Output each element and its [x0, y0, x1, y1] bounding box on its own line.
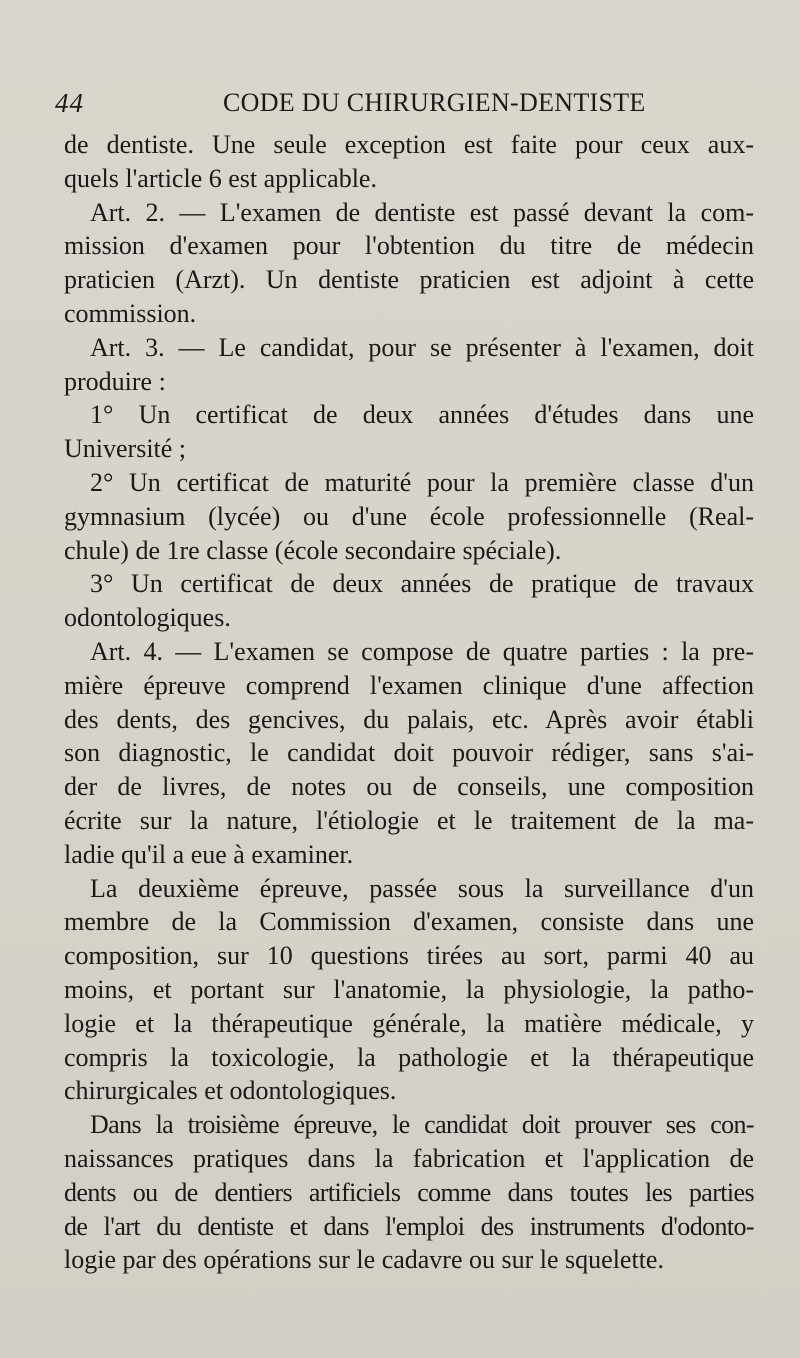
text-line: moins, et portant sur l'anatomie, la physiologie, la patho- [64, 974, 754, 1004]
text-line: gymnasium (lycée) ou d'une école professionnelle (Real- [64, 501, 754, 531]
text-line: naissances pratiques dans la fabrication et l'application de [64, 1143, 754, 1173]
text-line: quels l'article 6 est applicable. [64, 163, 377, 193]
text-line: membre de la Commission d'examen, consiste dans une [64, 907, 754, 937]
text-line: composition, sur 10 questions tirées au sort, parmi 40 au [64, 941, 754, 971]
text-line: chirurgicales et odontologiques. [64, 1076, 397, 1106]
page-number: 44 [55, 88, 84, 118]
text-line: mission d'examen pour l'obtention du titre de médecin [64, 231, 754, 261]
text-line: son diagnostic, le candidat doit pouvoir rédiger, sans s'ai- [64, 738, 754, 768]
text-line: praticien (Arzt). Un dentiste praticien est adjoint à cette [64, 265, 754, 295]
text-line: de l'art du dentiste et dans l'emploi des instruments d'odonto- [64, 1211, 754, 1241]
text-line: dents ou de dentiers artificiels comme dans toutes les parties [64, 1177, 754, 1207]
body-text [64, 128, 754, 1277]
text-line: 2° Un certificat de maturité pour la première classe d'un [90, 467, 754, 497]
text-line: odontologiques. [64, 603, 231, 633]
text-line: Dans la troisième épreuve, le candidat doit prouver ses con- [90, 1110, 754, 1140]
text-line: chule) de 1re classe (école secondaire spéciale). [64, 535, 562, 565]
text-line: Université ; [64, 434, 187, 464]
text-line: Art. 3. — Le candidat, pour se présenter à l'examen, doit [90, 332, 754, 362]
text-line: Art. 4. — L'examen se compose de quatre parties : la pre- [90, 636, 754, 666]
text-line: logie par des opérations sur le cadavre ou sur le squelette. [64, 1245, 664, 1275]
text-line: 1° Un certificat de deux années d'études dans une [90, 400, 754, 430]
text-line: compris la toxicologie, la pathologie et la thérapeutique [64, 1042, 754, 1072]
page-header [55, 88, 755, 124]
text-line: commission. [64, 298, 197, 328]
text-line: 3° Un certificat de deux années de pratique de travaux [90, 569, 754, 599]
text-line: de dentiste. Une seule exception est faite pour ceux aux- [64, 130, 754, 159]
text-line: produire : [64, 366, 166, 396]
text-line: La deuxième épreuve, passée sous la surveillance d'un [90, 873, 754, 903]
text-line: logie et la thérapeutique générale, la matière médicale, y [64, 1008, 754, 1038]
text-line: der de livres, de notes ou de conseils, une composition [64, 772, 754, 802]
text-line: Art. 2. — L'examen de dentiste est passé devant la com- [90, 197, 754, 227]
text-line: écrite sur la nature, l'étiologie et le traitement de la ma- [64, 805, 754, 835]
text-line: mière épreuve comprend l'examen clinique d'une affection [64, 670, 754, 700]
text-line: des dents, des gencives, du palais, etc. Après avoir établi [64, 704, 754, 734]
text-line: ladie qu'il a eue à examiner. [64, 839, 354, 869]
running-title: CODE DU CHIRURGIEN-DENTISTE [223, 88, 646, 117]
